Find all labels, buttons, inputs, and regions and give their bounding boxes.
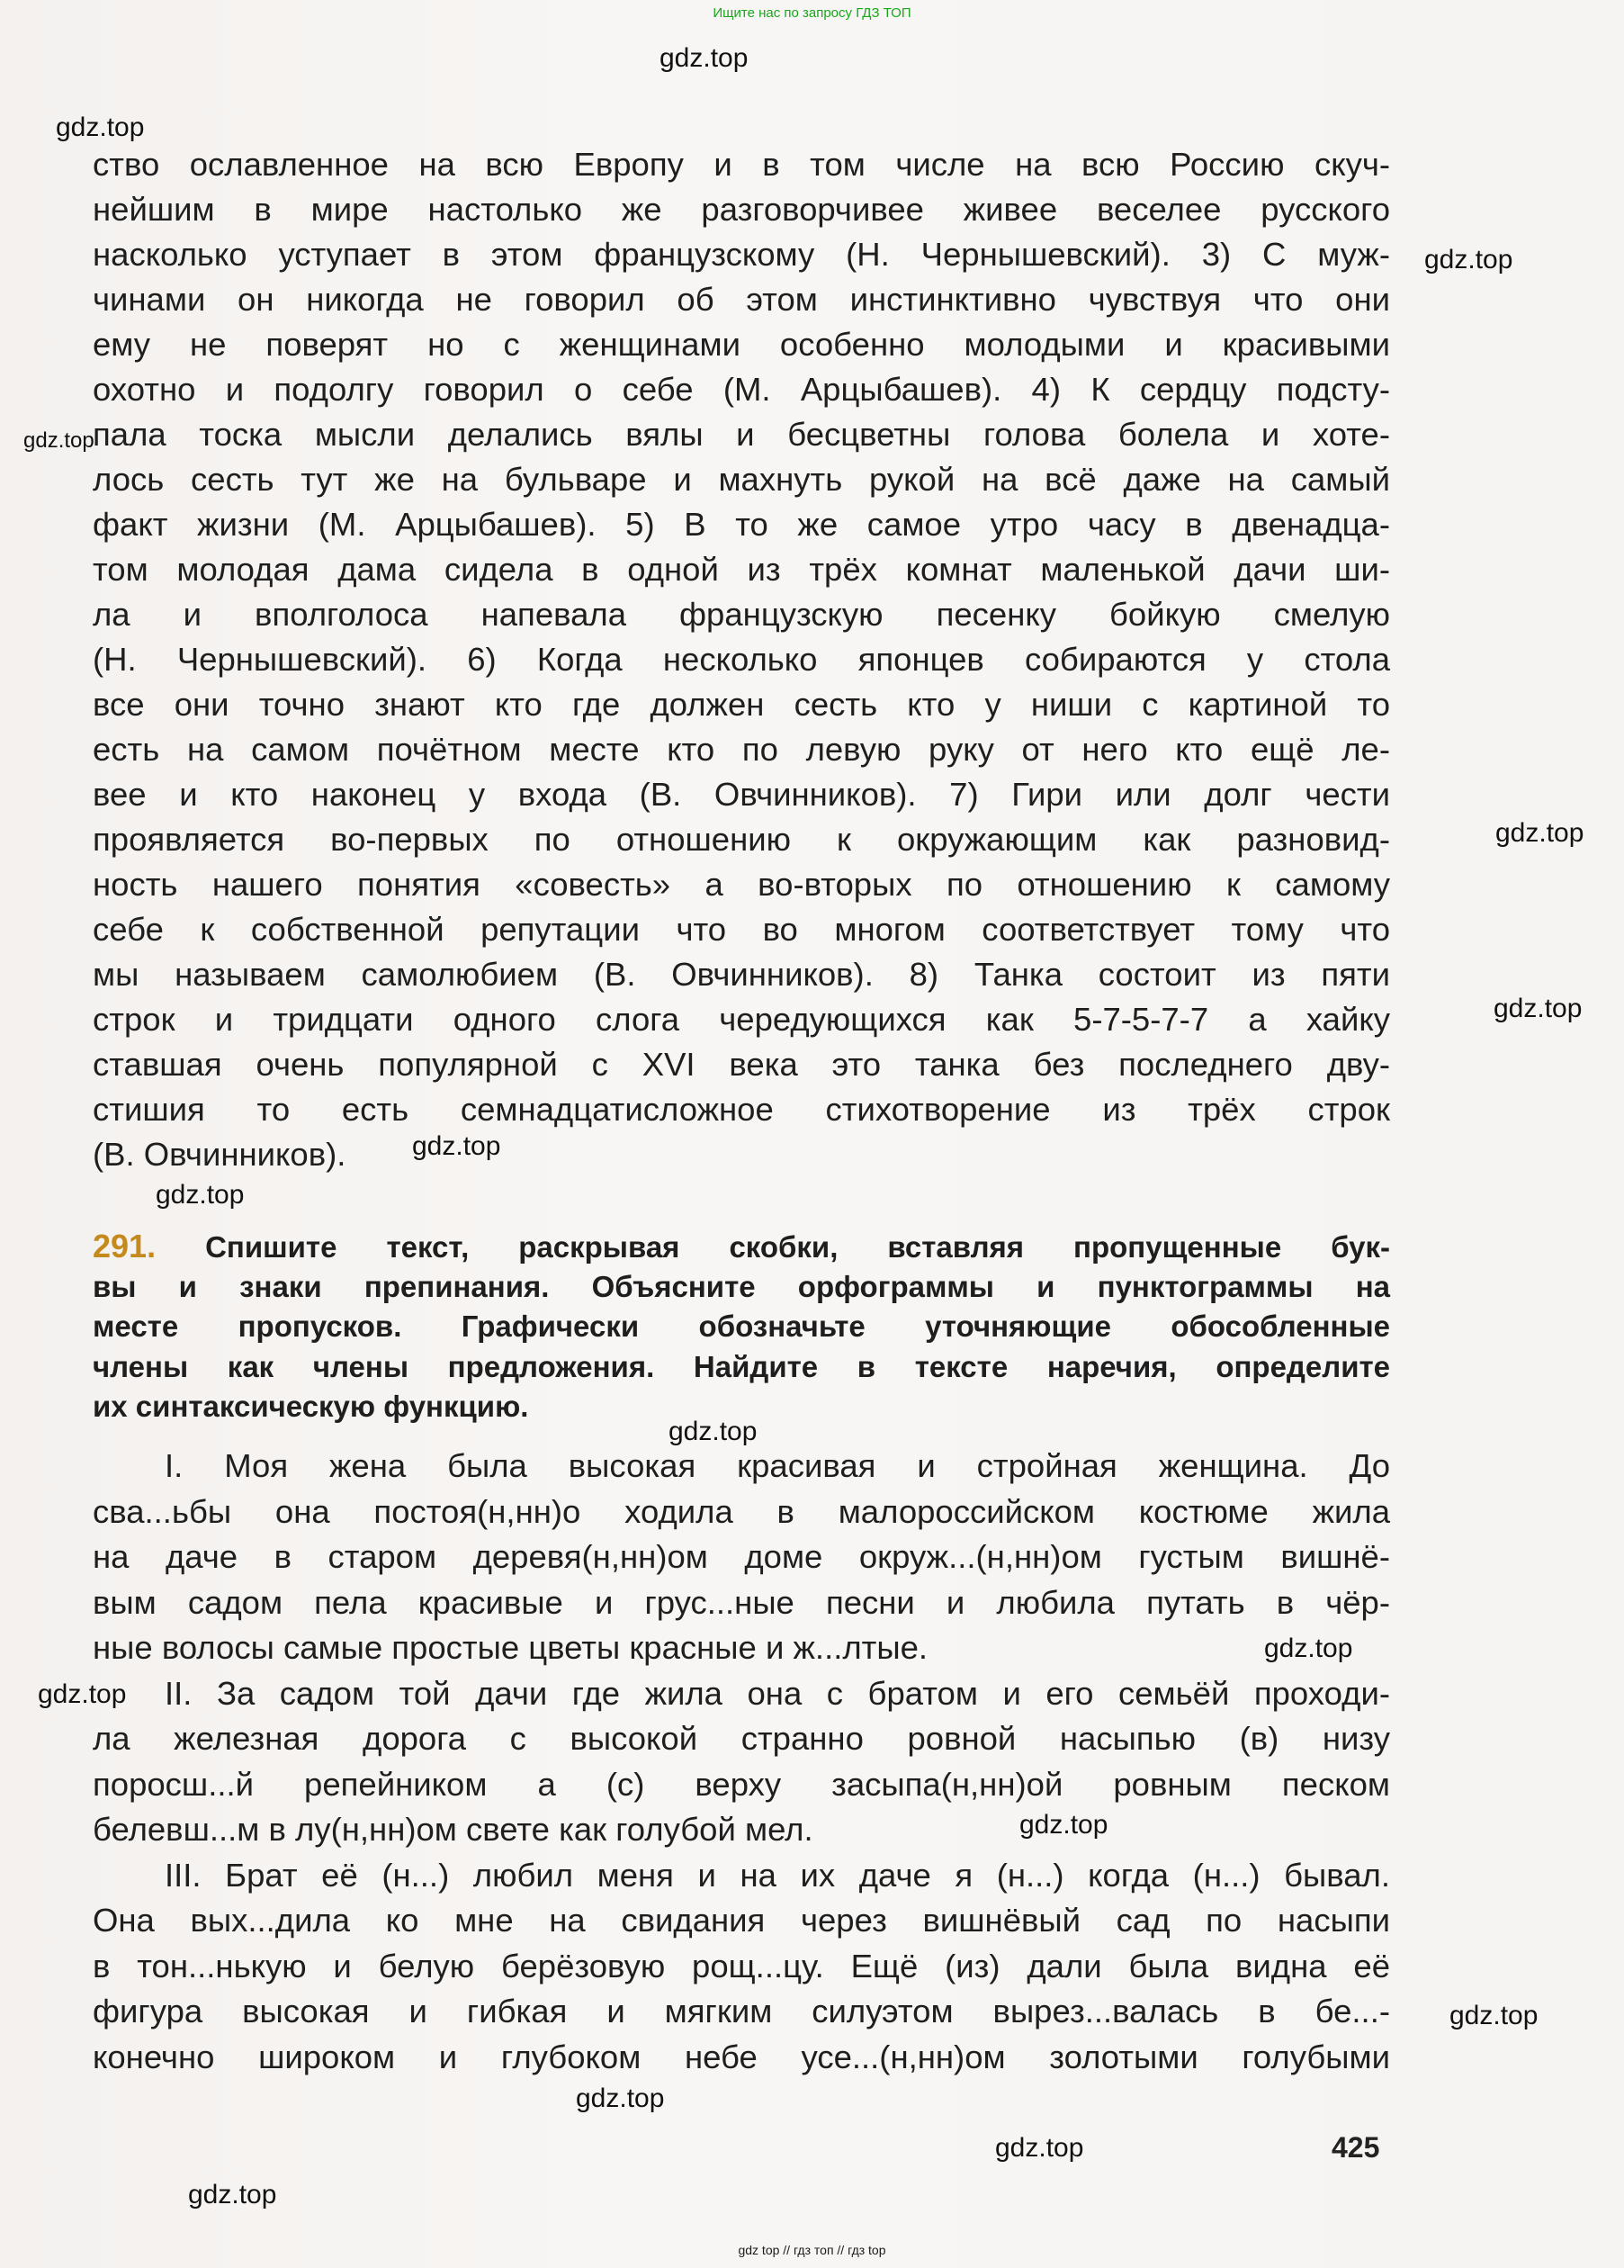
watermark: gdz.top (659, 43, 749, 73)
exercise-line: месте пропусков. Графически обозначьте уточняющие обособленные (93, 1310, 1390, 1343)
text-line: все они точно знают кто где должен сесть кто у ниши с картиной то (93, 686, 1390, 723)
text-line: сва...ьбы она постоя(н,нн)о ходила в малороссийском костюме жила (93, 1492, 1390, 1530)
exercise-text-block (93, 1444, 1390, 2080)
watermark: gdz.top (1019, 1810, 1108, 1840)
watermark: gdz.top (668, 1417, 758, 1446)
top-banner[interactable]: Ищите нас по запросу ГДЗ ТОП (713, 5, 911, 21)
text-line: конечно широком и глубоком небе усе...(н,нн)ом золотыми голубыми (93, 2038, 1390, 2075)
text-line: охотно и подолгу говорил о себе (М. Арцыбашев). 4) К сердцу подсту- (93, 371, 1390, 408)
text-line: лось сесть тут же на бульваре и махнуть рукой на всё даже на самый (93, 461, 1390, 498)
text-line: III. Брат её (н...) любил меня и на их даче я (н...) когда (н...) бывал. (165, 1856, 1390, 1894)
text-line: (Н. Чернышевский). 6) Когда несколько японцев собираются у стола (93, 641, 1390, 678)
text-line: поросш...й репейником а (с) верху засыпа(н,нн)ой ровным песком (93, 1765, 1390, 1803)
page-number: 425 (1332, 2131, 1380, 2164)
exercise-text: Спишите текст, раскрывая скобки, вставляя пропущенные бук- (205, 1230, 1391, 1264)
text-line: стишия то есть семнадцатисложное стихотворение из трёх строк (93, 1091, 1390, 1128)
text-line: себе к собственной репутации что во многом соответствует тому что (93, 911, 1390, 948)
text-line: строк и тридцати одного слога чередующихся как 5-7-5-7-7 а хайку (93, 1001, 1390, 1038)
text-line: вее и кто наконец у входа (В. Овчинников). 7) Гири или долг чести (93, 776, 1390, 813)
watermark: gdz.top (1424, 245, 1513, 274)
text-line: проявляется во-первых по отношению к окружающим как разновид- (93, 821, 1390, 858)
text-line: ставшая очень популярной с XVI века это танка без последнего дву- (93, 1046, 1390, 1083)
watermark: gdz.top (1449, 2001, 1539, 2030)
text-line: есть на самом почётном месте кто по левую руку от него кто ещё ле- (93, 731, 1390, 768)
exercise-number: 291. (93, 1228, 157, 1264)
text-line: факт жизни (М. Арцыбашев). 5) В то же самое утро часу в двенадца- (93, 506, 1390, 543)
text-line: ему не поверят но с женщинами особенно молодыми и красивыми (93, 326, 1390, 363)
text-line: вым садом пела красивые и грус...ные песни и любила путать в чёр- (93, 1583, 1390, 1621)
watermark: gdz.top (412, 1131, 501, 1161)
text-line: фигура высокая и гибкая и мягким силуэтом вырез...валась в бе...- (93, 1993, 1390, 2030)
text-line: чинами он никогда не говорил об этом инстинктивно чувствуя что они (93, 281, 1390, 318)
bottom-banner[interactable]: gdz top // гдз топ // гдз top (738, 2243, 886, 2257)
watermark: gdz.top (38, 1679, 127, 1709)
text-line: нейшим в мире настолько же разговорчивее живее веселее русского (93, 191, 1390, 228)
watermark: gdz.top (23, 428, 94, 453)
watermark: gdz.top (1495, 818, 1584, 848)
watermark: gdz.top (995, 2133, 1084, 2163)
text-line: насколько уступает в этом французскому (Н. Чернышевский). 3) С муж- (93, 236, 1390, 273)
text-line: II. За садом той дачи где жила она с братом и его семьёй проходи- (165, 1674, 1390, 1712)
exercise-line: члены как члены предложения. Найдите в тексте наречия, определите (93, 1349, 1390, 1383)
exercise-line (93, 1227, 1390, 1267)
text-line: ные волосы самые простые цветы красные и ж...лтые. (93, 1629, 929, 1666)
exercise-instructions (93, 1227, 1390, 1427)
watermark: gdz.top (188, 2180, 277, 2210)
text-line: ла железная дорога с высокой странно ровной насыпью (в) низу (93, 1720, 1390, 1757)
text-line: пала тоска мысли делались вялы и бесцветны голова болела и хоте- (93, 416, 1390, 453)
watermark: gdz.top (576, 2084, 665, 2113)
watermark: gdz.top (56, 112, 145, 142)
text-line: ство ославленное на всю Европу и в том числе на всю Россию скуч- (93, 146, 1390, 183)
text-line: ность нашего понятия «совесть» а во-вторых по отношению к самому (93, 866, 1390, 903)
watermark: gdz.top (156, 1180, 245, 1210)
text-line: белевш...м в лу(н,нн)ом свете как голубой мел. (93, 1811, 813, 1848)
text-line: в тон...нькую и белую берёзовую рощ...цу. Ещё (из) дали была видна её (93, 1947, 1390, 1984)
exercise-line: их синтаксическую функцию. (93, 1390, 529, 1423)
text-line: (В. Овчинников). (93, 1136, 346, 1173)
watermark: gdz.top (1494, 994, 1583, 1023)
exercise-line: вы и знаки препинания. Объясните орфограммы и пунктограммы на (93, 1269, 1390, 1303)
text-line: на даче в старом деревя(н,нн)ом доме окруж...(н,нн)ом густым вишнё- (93, 1538, 1390, 1575)
text-line: мы называем самолюбием (В. Овчинников). 8) Танка состоит из пяти (93, 956, 1390, 993)
text-line: том молодая дама сидела в одной из трёх комнат маленькой дачи ши- (93, 551, 1390, 588)
watermark: gdz.top (1264, 1634, 1353, 1663)
text-line: I. Моя жена была высокая красивая и стройная женщина. До (165, 1447, 1390, 1484)
main-paragraph (93, 142, 1390, 1177)
text-line: ла и вполголоса напевала французскую песенку бойкую смелую (93, 596, 1390, 633)
text-line: Она вых...дила ко мне на свидания через вишнёвый сад по насыпи (93, 1902, 1390, 1939)
